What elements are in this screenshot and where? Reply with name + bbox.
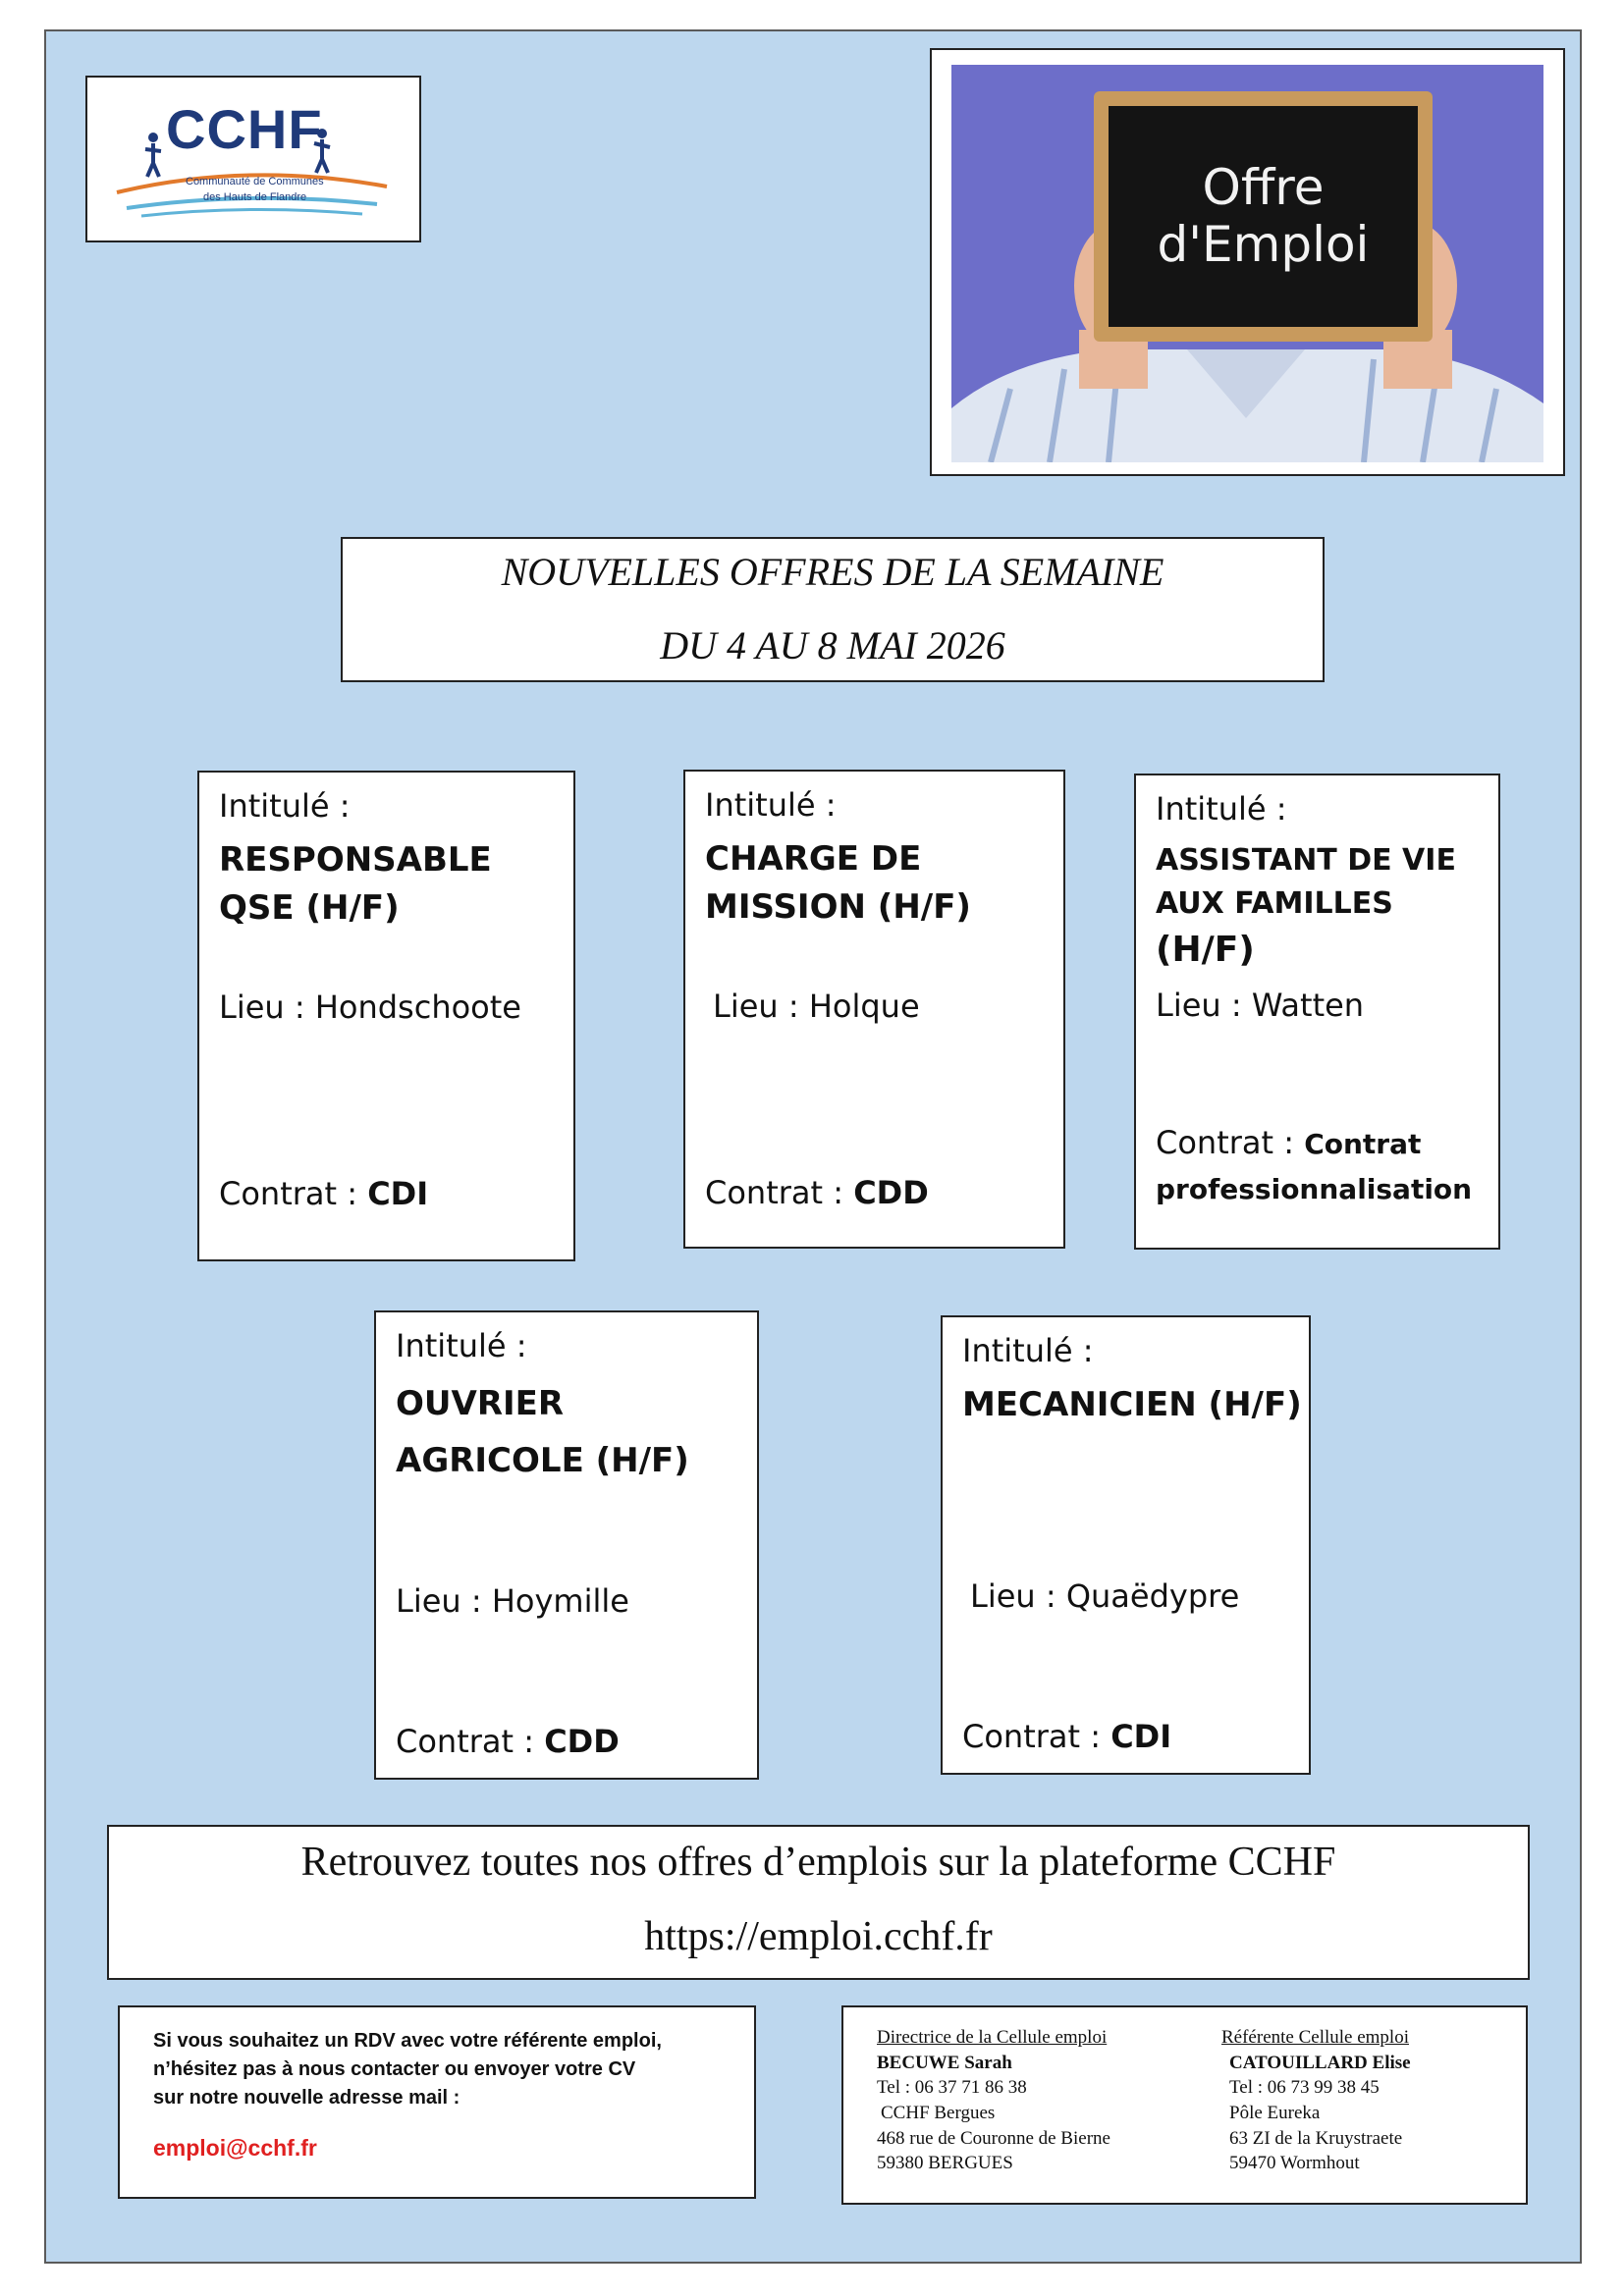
job-label-intitule: Intitulé : [219, 787, 351, 825]
header-date-range: DU 4 AU 8 MAI 2026 [660, 623, 1005, 667]
staff-address-line1: Pôle Eureka [1229, 2102, 1321, 2123]
flyer-page [44, 29, 1582, 2264]
staff-name: BECUWE Sarah [877, 2052, 1012, 2073]
staff-address-line2: 468 rue de Couronne de Bierne [877, 2127, 1110, 2149]
promo-text: Retrouvez toutes nos offres d’emplois sur la plateforme CCHF [300, 1840, 1336, 1885]
job-title-line1: CHARGE DE [705, 839, 922, 879]
header-photo-frame [930, 48, 1565, 476]
staff-director [877, 2025, 1110, 2176]
staff-phone: Tel : 06 73 99 38 45 [1229, 2077, 1380, 2099]
job-location: Lieu : Hoymille [396, 1582, 629, 1620]
job-contract: Contrat : CDD [705, 1174, 929, 1211]
job-label-intitule: Intitulé : [705, 786, 837, 824]
staff-referent [1221, 2025, 1411, 2176]
staff-contacts [841, 2005, 1528, 2205]
job-card-assistant-de-vie [1134, 774, 1500, 1250]
job-location: Lieu : Holque [713, 988, 920, 1025]
job-title-line2: MISSION (H/F) [705, 887, 971, 928]
staff-address-line3: 59380 BERGUES [877, 2153, 1013, 2174]
job-title-line1: RESPONSABLE [219, 840, 492, 880]
staff-phone: Tel : 06 37 71 86 38 [877, 2077, 1027, 2099]
job-title-line2: AGRICOLE (H/F) [396, 1440, 689, 1480]
contact-line1: Si vous souhaitez un RDV avec votre référente emploi, [153, 2030, 662, 2052]
cchf-logo [85, 76, 421, 242]
job-location: Lieu : Watten [1156, 987, 1365, 1024]
staff-role: Directrice de la Cellule emploi [877, 2027, 1108, 2048]
platform-promo [107, 1825, 1530, 1980]
staff-address-line2: 63 ZI de la Kruystraete [1229, 2127, 1403, 2149]
staff-name: CATOUILLARD Elise [1229, 2052, 1411, 2073]
contact-box [118, 2005, 756, 2199]
job-contract-type: professionnalisation [1156, 1173, 1473, 1205]
logo-acronym: CCHF [166, 98, 323, 160]
job-card-charge-de-mission [683, 770, 1065, 1249]
job-card-ouvrier-agricole [374, 1310, 759, 1780]
chalkboard-line2: d'Emploi [1157, 215, 1370, 273]
logo-subtitle-line2: des Hauts de Flandre [203, 191, 307, 203]
job-label-intitule: Intitulé : [396, 1327, 527, 1364]
job-location: Lieu : Hondschoote [219, 988, 521, 1026]
chalkboard-sign [1094, 91, 1433, 342]
chalkboard-line1: Offre [1202, 159, 1325, 216]
staff-role: Référente Cellule emploi [1221, 2027, 1409, 2048]
job-title-line2: AUX FAMILLES [1156, 885, 1393, 921]
job-contract: Contrat : CDI [219, 1175, 429, 1212]
contact-line2: n’hésitez pas à nous contacter ou envoyer votre CV [153, 2058, 636, 2080]
job-title-line1: OUVRIER [396, 1384, 565, 1423]
job-title-line1: MECANICIEN (H/F) [962, 1385, 1302, 1424]
job-contract: Contrat : Contrat [1156, 1124, 1422, 1161]
staff-address-line3: 59470 Wormhout [1229, 2153, 1360, 2174]
contact-email-link[interactable]: emploi@cchf.fr [153, 2135, 317, 2161]
job-contract: Contrat : CDD [396, 1723, 620, 1760]
platform-url[interactable]: https://emploi.cchf.fr [644, 1914, 993, 1959]
job-title-line1: ASSISTANT DE VIE [1156, 843, 1456, 878]
logo-subtitle-line1: Communauté de Communes [186, 176, 324, 187]
job-offer-photo [951, 65, 1543, 462]
contact-line3: sur notre nouvelle adresse mail : [153, 2087, 460, 2109]
header-title: NOUVELLES OFFRES DE LA SEMAINE [501, 550, 1164, 594]
job-title-line3: (H/F) [1156, 930, 1255, 970]
job-contract: Contrat : CDI [962, 1718, 1172, 1755]
weekly-offers-header [341, 537, 1325, 682]
job-title-line2: QSE (H/F) [219, 888, 400, 929]
job-label-intitule: Intitulé : [962, 1332, 1094, 1369]
job-location: Lieu : Quaëdypre [970, 1577, 1240, 1615]
job-card-responsable-qse [197, 771, 575, 1261]
job-card-mecanicien [941, 1315, 1311, 1775]
job-label-intitule: Intitulé : [1156, 790, 1287, 828]
staff-address-line1: CCHF Bergues [881, 2102, 996, 2123]
